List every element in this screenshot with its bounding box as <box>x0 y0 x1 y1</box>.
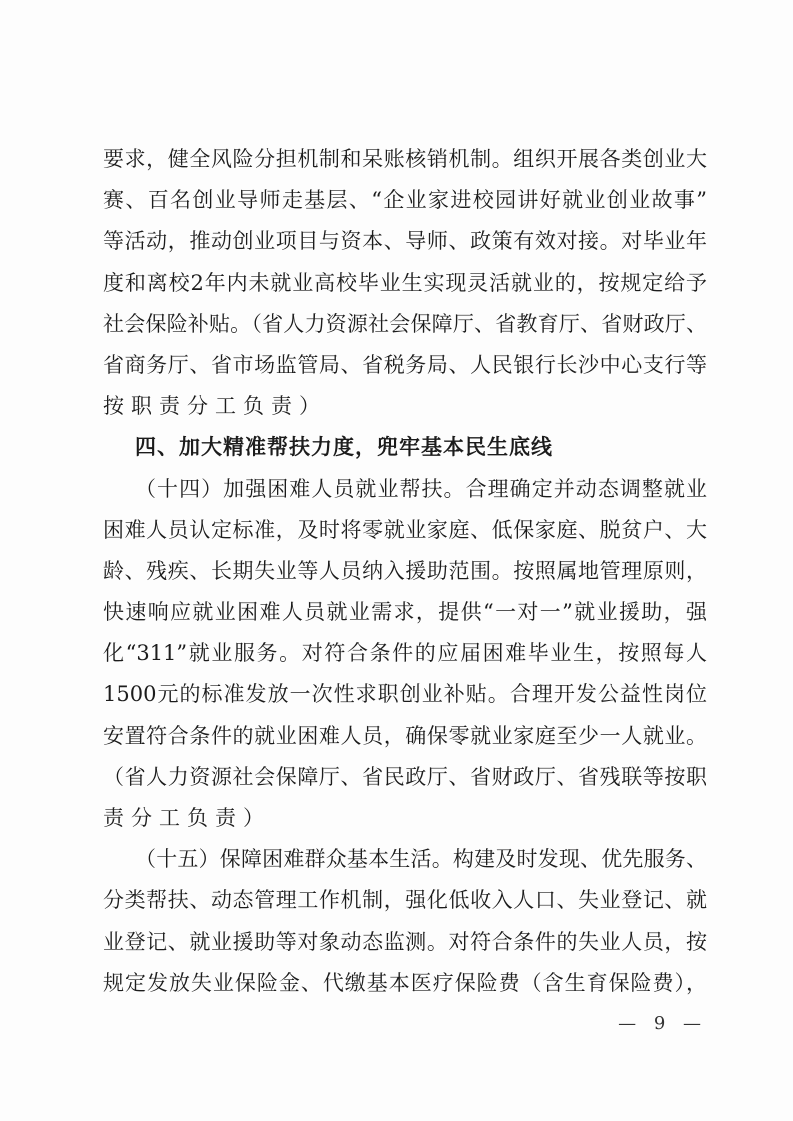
text-line: 等活动，推动创业项目与资本、导师、政策有效对接。对毕业年 <box>103 229 707 254</box>
text-line: 安置符合条件的就业困难人员，确保零就业家庭至少一人就业。 <box>103 723 707 748</box>
section-heading: 四、加大精准帮扶力度，兜牢基本民生底线 <box>135 435 553 460</box>
paragraph-start: （十五）保障困难群众基本生活。构建及时发现、优先服务、 <box>135 847 707 872</box>
text-line: （省人力资源社会保障厅、省民政厅、省财政厅、省残联等按职 <box>103 764 707 789</box>
text-line: 快速响应就业困难人员就业需求，提供“一对一”就业援助，强 <box>103 600 707 625</box>
body-text <box>103 139 707 1004</box>
page-number: — 9 — <box>618 1013 707 1034</box>
paragraph-start: （十四）加强困难人员就业帮扶。合理确定并动态调整就业 <box>135 476 707 501</box>
text-line: 度和离校2年内未就业高校毕业生实现灵活就业的，按规定给予 <box>103 270 707 295</box>
text-line: 责分工负责） <box>103 806 271 830</box>
text-line: 1500元的标准发放一次性求职创业补贴。合理开发公益性岗位 <box>103 682 707 707</box>
text-line: 按职责分工负责） <box>103 394 327 419</box>
text-line: 赛、百名创业导师走基层、“企业家进校园讲好就业创业故事” <box>103 188 707 213</box>
text-line: 困难人员认定标准，及时将零就业家庭、低保家庭、脱贫户、大 <box>103 517 707 542</box>
text-line: 要求，健全风险分担机制和呆账核销机制。组织开展各类创业大 <box>103 147 707 171</box>
text-line: 规定发放失业保险金、代缴基本医疗保险费（含生育保险费）， <box>103 970 707 995</box>
text-line: 社会保险补贴。（省人力资源社会保障厅、省教育厅、省财政厅、 <box>103 311 707 336</box>
text-line: 分类帮扶、动态管理工作机制，强化低收入人口、失业登记、就 <box>103 888 707 913</box>
text-line: 化“311”就业服务。对符合条件的应届困难毕业生，按照每人 <box>103 641 707 666</box>
text-line: 省商务厅、省市场监管局、省税务局、人民银行长沙中心支行等 <box>103 352 707 377</box>
text-line: 龄、残疾、长期失业等人员纳入援助范围。按照属地管理原则， <box>103 558 707 583</box>
text-line: 业登记、就业援助等对象动态监测。对符合条件的失业人员，按 <box>103 929 707 954</box>
